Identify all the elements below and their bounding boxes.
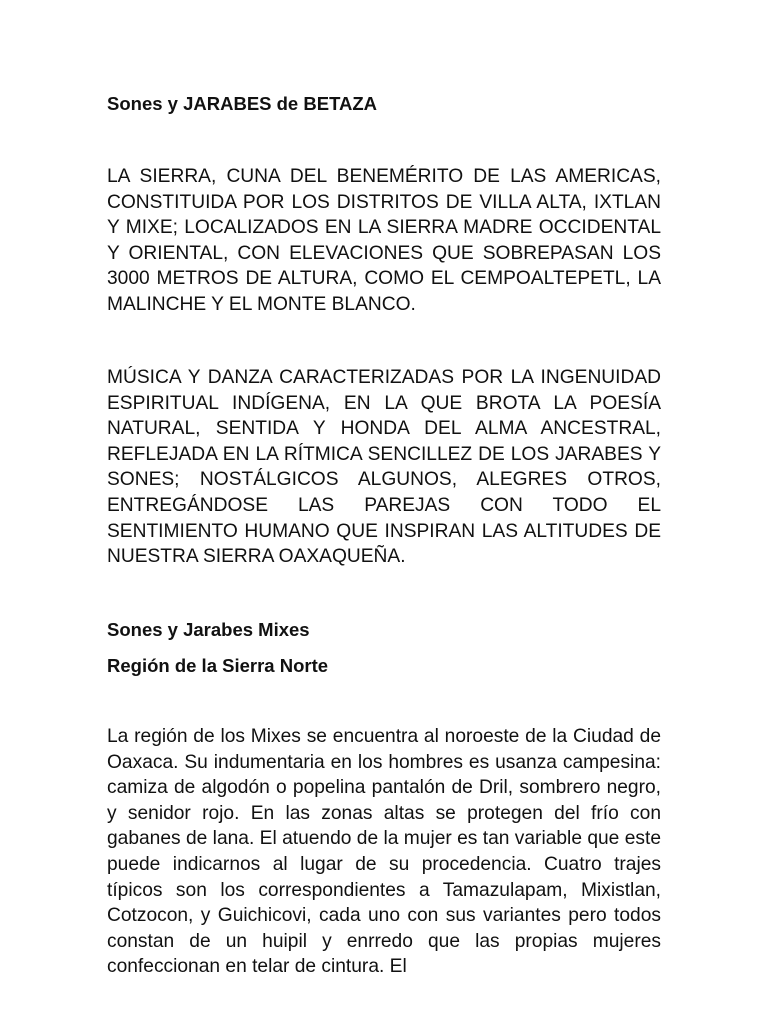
subheading-region-sierra-norte: Región de la Sierra Norte bbox=[107, 655, 329, 676]
paragraph-musica-danza: MÚSICA Y DANZA CARACTERIZADAS POR LA INGENUIDAD ESPIRITUAL INDÍGENA, EN LA QUE BROTA LA POESÍA NATURAL, SENTIDA Y HONDA DEL ALMA ANCESTRAL, REFLEJADA EN LA RÍTMICA SENCILLEZ DE LOS JARABES Y SONES; NOSTÁLGICOS ALGUNOS, ALEGRES OTROS, ENTREGÁNDOSE LAS PAREJAS CON TODO EL SENTIMIENTO HUMANO QUE INSPIRAN LAS ALTITUDES DE NUESTRA SIERRA OAXAQUEÑA. bbox=[107, 367, 661, 568]
subheading-sones-jarabes-mixes: Sones y Jarabes Mixes bbox=[107, 619, 310, 640]
document-body bbox=[107, 0, 661, 1024]
document-title: Sones y JARABES de BETAZA bbox=[107, 93, 378, 114]
paragraph-region-mixes: La región de los Mixes se encuentra al noroeste de la Ciudad de Oaxaca. Su indumentaria en los hombres es usanza campesina: camiza de algodón o popelina pantalón de Dril, sombrero negro, y senidor rojo. En las zonas altas se protegen del frío con gabanes de lana. El atuendo de la mujer es tan variable que este puede indicarnos al lugar de su procedencia. Cuatro trajes típicos son los correspondientes a Tamazulapam, Mixistlan, Cotzocon, y Guichicovi, cada uno con sus variantes pero todos constan de un huipil y enrredo que las propias mujeres confeccionan en telar de cintura. El bbox=[107, 726, 661, 978]
paragraph-sierra: LA SIERRA, CUNA DEL BENEMÉRITO DE LAS AMERICAS, CONSTITUIDA POR LOS DISTRITOS DE VILLA ALTA, IXTLAN Y MIXE; LOCALIZADOS EN LA SIERRA MADRE OCCIDENTAL Y ORIENTAL, CON ELEVACIONES QUE SOBREPASAN LOS 3000 METROS DE ALTURA, COMO EL CEMPOALTEPETL, LA MALINCHE Y EL MONTE BLANCO. bbox=[107, 166, 661, 315]
